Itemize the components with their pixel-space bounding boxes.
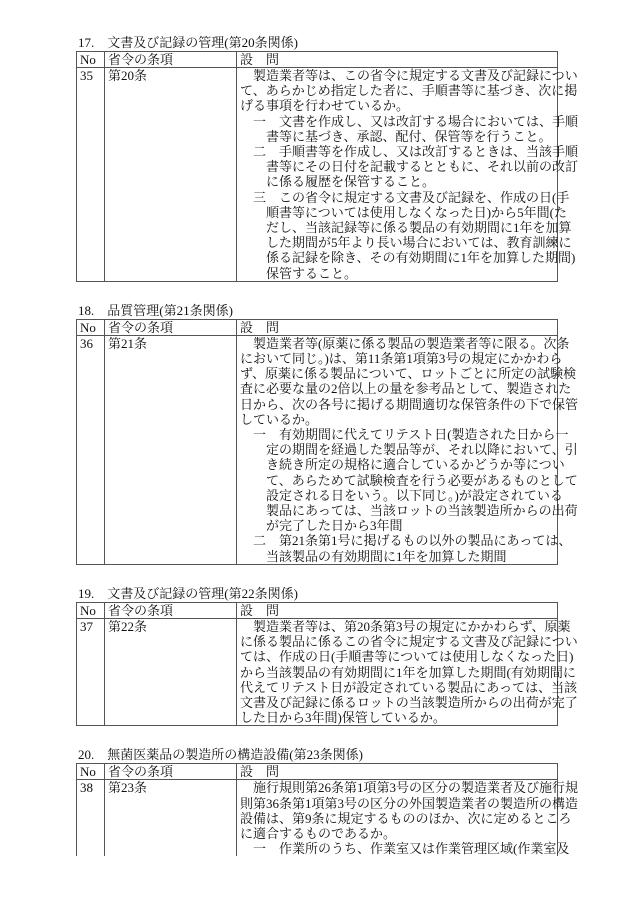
checklist-table <box>76 51 579 282</box>
question-line: 設定される日をいう。以下同じ。)が設定されている <box>240 487 563 503</box>
header-question: 設 問 <box>237 602 558 618</box>
question-line: げる事項を行わせているか。 <box>240 98 410 114</box>
question-line: に係る履歴を保管すること。 <box>240 174 436 190</box>
row-question <box>237 68 579 282</box>
checklist-table <box>76 602 578 726</box>
question-line: が完了した日から3年間 <box>240 518 403 534</box>
row-article: 第22条 <box>105 618 237 725</box>
question-line: 設備は、第9条に規定するもののほか、次に定めるところ <box>240 810 572 826</box>
table-row <box>77 68 558 282</box>
question-line: 一 文書を作成し、又は改訂する場合においては、手順 <box>240 113 579 129</box>
section-18 <box>76 302 579 565</box>
question-line: 三 この省令に規定する文書及び記録を、作成の日(手 <box>240 189 570 205</box>
checklist-table <box>76 319 579 565</box>
question-line: き続き所定の規格に適合しているかどうか等につい <box>240 457 565 473</box>
header-no: No <box>77 52 105 68</box>
question-line: において同じ。)は、第11条第1項第3号の規定にかかわら <box>240 351 563 367</box>
question-line: に適合するものであるか。 <box>240 825 397 841</box>
question-line: 製品にあっては、当該ロットの当該製造所からの出荷 <box>240 503 578 519</box>
question-line: 書等にその日付を記載するとともに、それ以前の改訂 <box>240 159 579 175</box>
question-line: 日から、次の各号に掲げる期間適切な保管条件の下で保管 <box>240 396 579 412</box>
section-20 <box>76 746 579 857</box>
row-article: 第21条 <box>105 335 237 564</box>
question-line: 二 手順書等を作成し、又は改訂するときは、当該手順 <box>240 144 579 160</box>
row-article: 第23条 <box>105 780 237 857</box>
table-header-row <box>77 602 558 618</box>
question-line: 係る記録を除き、その有効期間に1年を加算した期間) <box>240 250 576 266</box>
header-article: 省令の条項 <box>105 602 237 618</box>
header-question: 設 問 <box>237 52 558 68</box>
table-row <box>77 780 558 857</box>
table-row <box>77 618 558 725</box>
section-title: 19. 文書及び記録の管理(第22条関係) <box>78 585 298 601</box>
question-line: て、あらためて試験検査を行う必要があるものとして <box>240 472 578 488</box>
header-article: 省令の条項 <box>105 764 237 780</box>
question-line: 施行規則第26条第1項第3号の区分の製造業者及び施行規 <box>240 780 579 796</box>
question-line: から当該製品の有効期間に1年を加算した期間(有効期間に <box>240 664 576 680</box>
question-line: 当該製品の有効期間に1年を加算した期間 <box>240 548 507 564</box>
question-line: した期間が5年より長い場合においては、教育訓練に <box>240 235 572 251</box>
question-line: 査に必要な量の2倍以上の量を参考品として、製造された <box>240 381 572 397</box>
question-line: だし、当該記録等に係る製品の有効期間に1年を加算 <box>240 220 572 236</box>
row-no: 35 <box>77 68 105 282</box>
question-line: 二 第21条第1号に掲げるもの以外の製品にあっては、 <box>240 533 572 549</box>
header-article: 省令の条項 <box>105 52 237 68</box>
question-line: 一 有効期間に代えてリテスト日(製造された日から一 <box>240 427 569 443</box>
question-line: 製造業者等は、この省令に規定する文書及び記録につい <box>240 68 578 83</box>
question-line: 文書及び記録に係るロットの当該製造所からの出荷が完了 <box>240 694 578 710</box>
question-line: 保管すること。 <box>240 265 358 281</box>
section-title: 17. 文書及び記録の管理(第20条関係) <box>78 35 298 50</box>
question-line: 順書等については使用しなくなった日)から5年間(た <box>240 204 567 220</box>
question-line: 一 作業所のうち、作業室又は作業管理区域(作業室及 <box>240 841 570 857</box>
section-title: 18. 品質管理(第21条関係) <box>78 302 233 318</box>
table-header-row <box>77 764 558 780</box>
question-line: 則第36条第1項第3号の区分の外国製造業者の製造所の構造 <box>240 795 579 811</box>
table-header-row <box>77 319 558 335</box>
question-line: 製造業者等は、第20条第3号の規定にかかわらず、原薬 <box>240 618 571 634</box>
question-line: て、あらかじめ指定した者に、手順書等に基づき、次に掲 <box>240 83 578 99</box>
row-no: 37 <box>77 618 105 725</box>
question-line: 製造業者等(原薬に係る製品の製造業者等に限る。次条 <box>240 335 570 351</box>
question-line: 代えてリテスト日が設定されている製品にあっては、当該 <box>240 679 578 695</box>
question-line: ず、原薬に係る製品について、ロットごとに所定の試験検 <box>240 366 577 382</box>
row-question <box>237 780 579 857</box>
question-line: 書等に基づき、承認、配付、保管等を行うこと。 <box>240 128 552 144</box>
header-no: No <box>77 602 105 618</box>
header-article: 省令の条項 <box>105 319 237 335</box>
row-no: 36 <box>77 335 105 564</box>
header-question: 設 問 <box>237 764 558 780</box>
header-no: No <box>77 764 105 780</box>
table-row <box>77 335 558 564</box>
header-no: No <box>77 319 105 335</box>
question-line: に係る製品に係るこの省令に規定する文書及び記録につい <box>240 634 578 650</box>
section-title: 20. 無菌医薬品の製造所の構造設備(第23条関係) <box>78 747 363 763</box>
header-question: 設 問 <box>237 319 558 335</box>
section-19 <box>76 585 578 726</box>
table-header-row <box>77 52 558 68</box>
question-line: しているか。 <box>240 411 319 427</box>
question-line: 定の期間を経過した製品等が、それ以降において、引 <box>240 442 578 458</box>
question-line: した日から3年間)保管しているか。 <box>240 710 446 726</box>
question-line: ては、作成の日(手順書等については使用しなくなった日) <box>240 649 574 665</box>
section-17 <box>76 34 579 282</box>
row-question <box>237 335 579 564</box>
checklist-table <box>76 763 579 857</box>
row-question <box>237 618 578 726</box>
row-no: 38 <box>77 780 105 857</box>
row-article: 第20条 <box>105 68 237 282</box>
